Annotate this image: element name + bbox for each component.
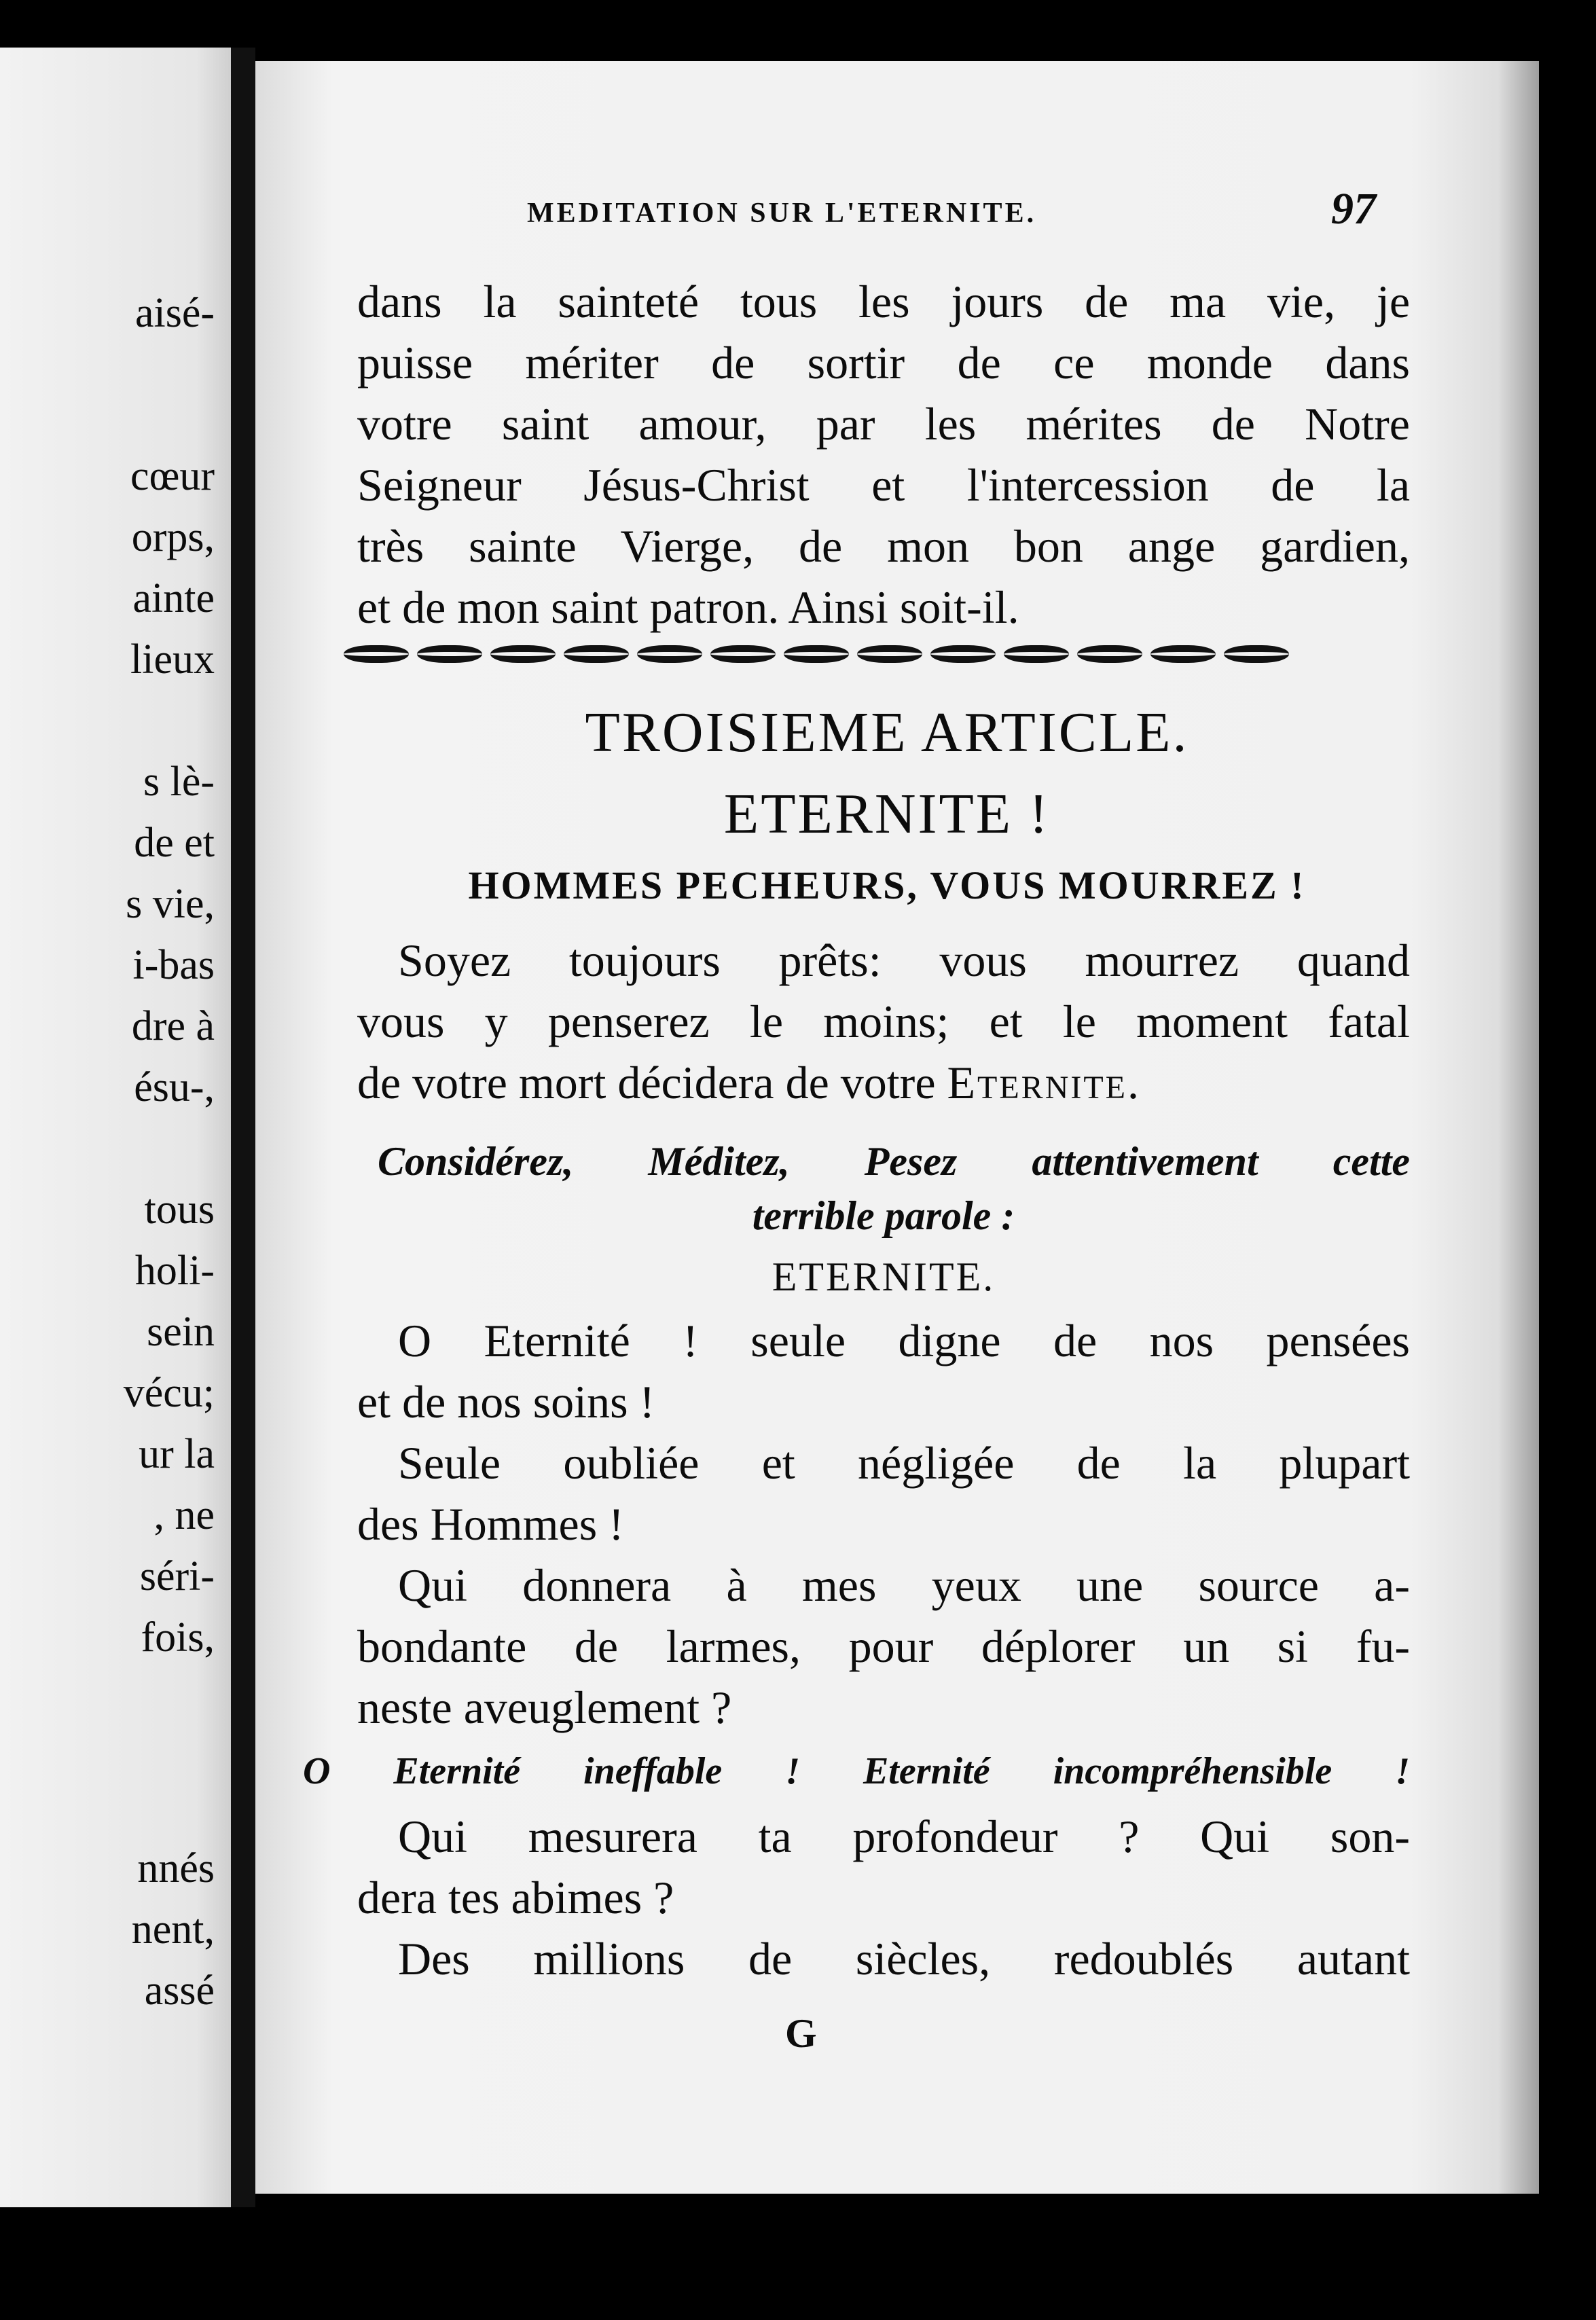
- left-fragment: ainte: [132, 575, 215, 621]
- page-number: 97: [1331, 184, 1376, 234]
- italic-line: terrible parole :: [752, 1193, 1015, 1238]
- section-heading: HOMMES PECHEURS, VOUS MOURREZ !: [468, 863, 1306, 907]
- left-fragment: dre à: [131, 1003, 215, 1049]
- text-line: et de mon saint patron. Ainsi soit-il.: [357, 581, 1019, 633]
- running-title: MEDITATION SUR L'ETERNITE.: [527, 198, 1037, 229]
- text-line: neste aveuglement ?: [357, 1682, 732, 1733]
- left-fragment: séri-: [139, 1553, 215, 1599]
- text-line: et de nos soins !: [357, 1376, 655, 1428]
- section-title: TROISIEME ARTICLE.: [585, 701, 1189, 764]
- left-fragment: de et: [134, 820, 215, 866]
- text-line: Des millions de siècles, redoublés autant: [398, 1933, 1410, 1984]
- left-fragment: assé: [144, 1968, 215, 2014]
- left-fragment: vécu;: [123, 1370, 215, 1416]
- text-line: dans la sainteté tous les jours de ma vie, je: [357, 276, 1410, 327]
- left-fragment: ur la: [139, 1431, 215, 1477]
- left-fragment: tous: [144, 1186, 215, 1233]
- left-fragment: ésu-,: [134, 1064, 215, 1110]
- italic-line: O Eternité ineffable ! Eternité incompréhensible !: [303, 1750, 1410, 1792]
- left-fragment: sein: [147, 1309, 215, 1355]
- page-edge-shadow: [1498, 61, 1539, 2194]
- ornamental-rule: [344, 645, 1403, 686]
- left-fragment: aisé-: [134, 290, 215, 336]
- text-line: Qui donnera à mes yeux une source a-: [398, 1559, 1410, 1611]
- text-line: [357, 1059, 1410, 1106]
- left-fragment: s lè-: [143, 759, 215, 805]
- text-line: O Eternité ! seule digne de nos pensées: [398, 1315, 1410, 1366]
- text-line: vous y penserez le moins; et le moment fatal: [357, 996, 1410, 1047]
- text-line: Soyez toujours prêts: vous mourrez quand: [398, 935, 1410, 986]
- text-line: bondante de larmes, pour déplorer un si fu-: [357, 1620, 1410, 1672]
- text-line: votre saint amour, par les mérites de Notre: [357, 398, 1410, 450]
- left-fragment: s vie,: [126, 881, 215, 927]
- section-subtitle: ETERNITE !: [723, 782, 1051, 846]
- centered-word: ETERNITE.: [772, 1254, 996, 1299]
- small-caps-term: Eternite.: [947, 1057, 1141, 1108]
- left-fragment: lieux: [130, 636, 215, 683]
- left-fragment: cœur: [130, 453, 215, 499]
- signature-mark: G: [785, 2011, 817, 2056]
- text-line: Qui mesurera ta profondeur ? Qui son-: [398, 1811, 1410, 1862]
- left-fragment: holi-: [134, 1248, 215, 1294]
- left-fragment: nnés: [137, 1845, 215, 1891]
- text-line: Seigneur Jésus-Christ et l'intercession de la: [357, 459, 1410, 511]
- left-fragment: fois,: [141, 1614, 215, 1661]
- right-page: [255, 61, 1539, 2194]
- left-fragment: nent,: [131, 1906, 215, 1953]
- italic-line: Considérez, Méditez, Pesez attentivement cette: [378, 1139, 1410, 1184]
- text-line: dera tes abimes ?: [357, 1872, 674, 1923]
- text-line: puisse mériter de sortir de ce monde dans: [357, 337, 1410, 388]
- text-line: des Hommes !: [357, 1498, 624, 1550]
- text-run: de votre mort décidera de votre: [357, 1057, 947, 1108]
- book-gutter: [231, 48, 255, 2207]
- left-fragment: i-bas: [132, 942, 215, 988]
- left-facing-page: [0, 48, 231, 2207]
- text-line: Seule oubliée et négligée de la plupart: [398, 1437, 1410, 1489]
- left-fragment: orps,: [131, 514, 215, 560]
- left-fragment: , ne: [153, 1492, 215, 1538]
- text-line: très sainte Vierge, de mon bon ange gardien,: [357, 520, 1410, 572]
